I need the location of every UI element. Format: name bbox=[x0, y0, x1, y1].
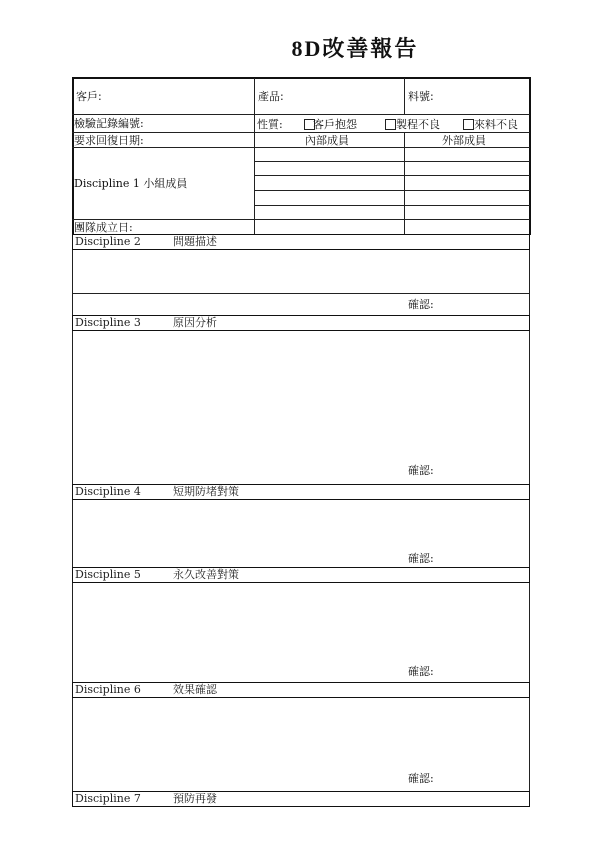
team-bottom bbox=[72, 219, 530, 220]
internal-members-header: 內部成員 bbox=[305, 134, 349, 147]
section-number: Discipline 4 bbox=[75, 485, 141, 498]
row1-divider-a bbox=[254, 78, 255, 114]
table-top-border bbox=[72, 77, 530, 79]
section-number: Discipline 3 bbox=[75, 316, 141, 329]
section-name: 預防再發 bbox=[173, 792, 217, 805]
nature-label: 性質: bbox=[257, 118, 283, 131]
confirm-label: 確認: bbox=[408, 772, 434, 785]
inspection-record-label: 檢驗記錄編號: bbox=[74, 117, 144, 130]
confirm-label: 確認: bbox=[408, 464, 434, 477]
member-row-line bbox=[254, 175, 530, 176]
option-process-defect-label: 製程不良 bbox=[396, 118, 440, 131]
section-5-body[interactable] bbox=[72, 583, 530, 682]
section-name: 問題描述 bbox=[173, 235, 217, 248]
section-discipline-2 bbox=[72, 234, 530, 250]
section-discipline-5 bbox=[72, 567, 530, 583]
discipline-1-label: Discipline 1 小組成員 bbox=[74, 177, 188, 190]
member-row-line bbox=[254, 190, 530, 191]
customer-label: 客戶: bbox=[76, 90, 102, 103]
member-row-line bbox=[254, 161, 530, 162]
section-discipline-4 bbox=[72, 484, 530, 500]
confirm-label: 確認: bbox=[408, 552, 434, 565]
section-3-body[interactable] bbox=[72, 331, 530, 484]
option-process-defect-checkbox[interactable] bbox=[385, 119, 396, 130]
section-number: Discipline 6 bbox=[75, 683, 141, 696]
row3-bottom bbox=[72, 147, 530, 148]
table-right-border bbox=[529, 77, 531, 235]
member-row-line bbox=[254, 205, 530, 206]
report-title: 8D改善報告 bbox=[291, 36, 419, 61]
option-incoming-defect-label: 來料不良 bbox=[474, 118, 518, 131]
reply-date-label: 要求回復日期: bbox=[74, 134, 144, 147]
section-discipline-3 bbox=[72, 315, 530, 331]
row1-divider-b bbox=[404, 78, 405, 114]
section-2-mid-line bbox=[72, 293, 530, 294]
option-incoming-defect-checkbox[interactable] bbox=[463, 119, 474, 130]
confirm-label: 確認: bbox=[408, 298, 434, 311]
product-label: 產品: bbox=[258, 90, 284, 103]
confirm-label: 確認: bbox=[408, 665, 434, 678]
section-4-body[interactable] bbox=[72, 500, 530, 567]
section-number: Discipline 2 bbox=[75, 235, 141, 248]
row2-bottom bbox=[72, 132, 530, 133]
section-number: Discipline 7 bbox=[75, 792, 141, 805]
section-discipline-7 bbox=[72, 791, 530, 807]
row1-bottom bbox=[72, 114, 530, 115]
table-left-border bbox=[72, 77, 74, 235]
section-2-body[interactable] bbox=[72, 250, 530, 315]
section-name: 永久改善對策 bbox=[173, 568, 239, 581]
section-6-body[interactable] bbox=[72, 698, 530, 791]
section-name: 效果確認 bbox=[173, 683, 217, 696]
external-members-header: 外部成員 bbox=[442, 134, 486, 147]
option-customer-complaint-label: 客戶抱怨 bbox=[313, 118, 357, 131]
section-name: 原因分析 bbox=[173, 316, 217, 329]
part-number-label: 料號: bbox=[408, 90, 434, 103]
section-name: 短期防堵對策 bbox=[173, 485, 239, 498]
section-discipline-6 bbox=[72, 682, 530, 698]
team-founded-label: 團隊成立日: bbox=[74, 221, 133, 234]
section-number: Discipline 5 bbox=[75, 568, 141, 581]
